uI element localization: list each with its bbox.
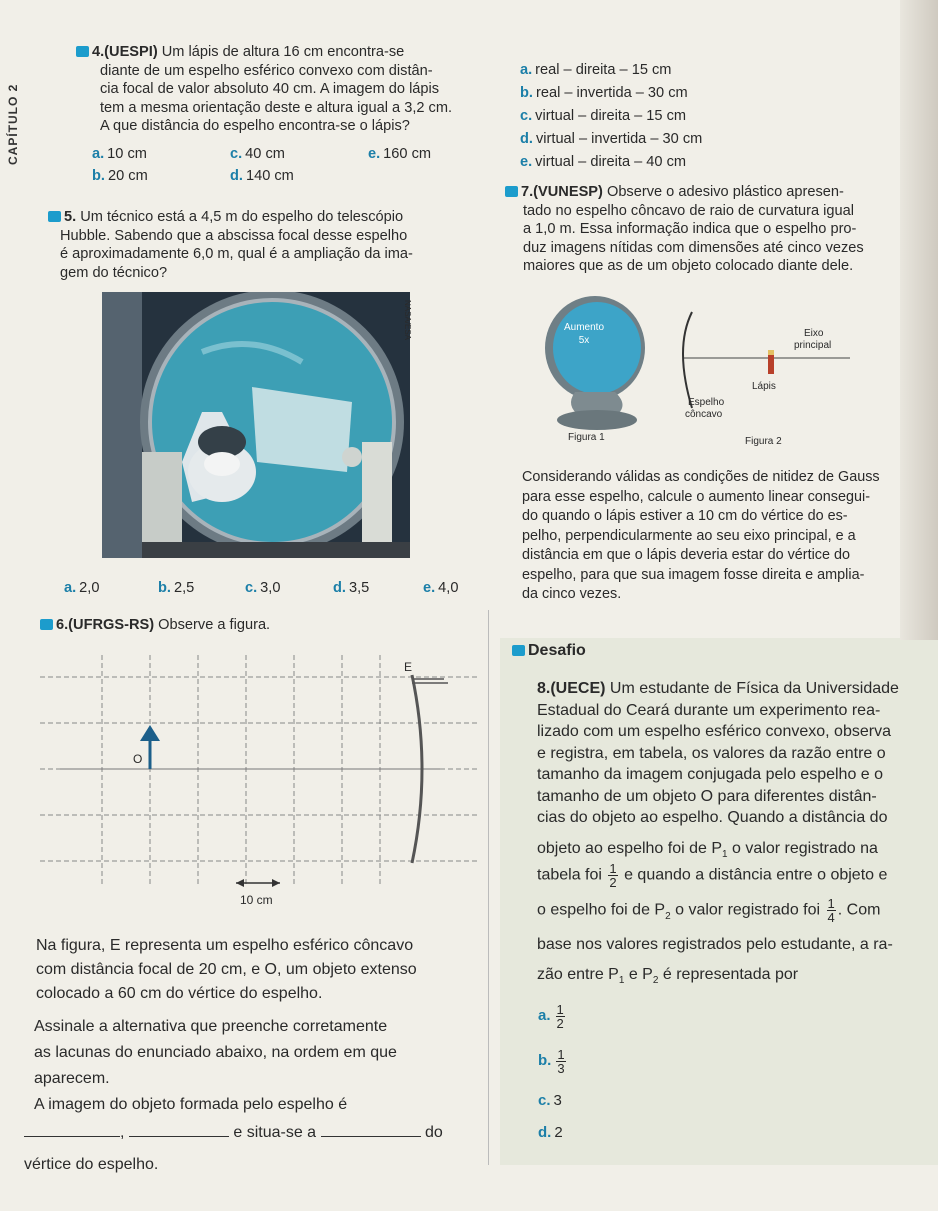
prev-option-c: c. virtual – direita – 15 cm [520,108,687,124]
q6-figure [40,645,480,915]
figure-1-caption: Figura 1 [568,432,605,443]
question-4-line-1: 4.(UESPI) Um lápis de altura 16 cm encontra-se [76,43,476,62]
q5-option-b: b. 2,5 [158,580,195,596]
page-binding-edge [900,0,938,640]
blank-3 [321,1124,421,1137]
figure-2-caption: Figura 2 [745,436,782,447]
pencil-label: Lápis [752,381,776,392]
figure-1 [535,296,665,436]
q5-option-a: a. 2,0 [64,580,100,596]
mirror-label-1: Espelho [688,397,725,408]
desafio-title: Desafio [512,642,586,660]
mirror-label-2: côncavo [685,409,723,420]
blank-2 [129,1124,229,1137]
check-square-icon [48,211,61,222]
prev-option-d: d. virtual – invertida – 30 cm [520,131,703,147]
q8-option-d: d. 2 [538,1124,563,1141]
q6-blanks: , e situa-se a do [24,1124,484,1142]
sticker-line-2: 5x [578,335,590,346]
object-label-o: O [133,752,143,766]
q6-header: 6.(UFRGS-RS) Observe a figura. [40,616,270,635]
desafio-line-11: base nos valores registrados pelo estudante, a ra- [537,936,893,953]
plus-square-icon [512,645,525,656]
q6-text3: A imagem do objeto formada pelo espelho é [34,1096,348,1113]
q7-text2: Considerando válidas as condições de nitidez de Gauss para esse espelho, calcule o aumento linear consegui- do quando o lápis estiver a 10 cm do vértice do es- pelho, perpendicularmente ao seu eixo principal, e a distância em que o lápis deveria estar do vértice do espelho, para que sua imagem fosse direita e amplia- da cinco vezes. [522,469,880,602]
desafio-line-10: o espelho foi de $P_2$ o valor registrado foi $\frac{1}{4}$ . Com [537,896,881,925]
plus-square-icon [40,619,53,630]
prev-option-b: b. real – invertida – 30 cm [520,85,688,101]
plus-square-icon [76,46,89,57]
q6-text4: vértice do espelho. [24,1156,159,1173]
question-7: 7.(VUNESP) Observe o adesivo plástico apresen- tado no espelho côncavo de raio de curvatura igual a 1,0 m. Essa informação indica que o espelho pro- duz imagens nítidas com dimensões até cinco vezes maiores que as de um objeto colocado diante dele. [505,183,905,276]
prev-option-e: e. virtual – direita – 40 cm [520,154,687,170]
axis-label-1: Eixo [804,328,824,339]
sticker-line-1: Aumento [563,322,605,333]
makeup-mirror-illustration [535,296,665,436]
q4-option-a: a. 10 cm [92,146,147,162]
q8-option-b: b. $\frac{1}{3}$ [538,1047,565,1076]
q4-option-c: c. 40 cm [230,146,285,162]
desafio-text: 8.(UECE) Um estudante de Física da Universidade Estadual do Ceará durante um experimento rea- lizado com um espelho esférico convexo, observa e registra, em tabela, os valores da razão entre o tamanho da imagem conjugada pelo espelho e o tamanho de um objeto O para diferentes distân- cias do objeto ao espelho. Quando a distância do [537,680,899,826]
column-divider [488,610,489,1165]
fraction-half: $\frac{1}{2}$ [609,861,617,890]
question-4: 4.(UESPI) Um lápis de altura 16 cm encontra-se diante de um espelho esférico convexo com distân- cia focal de valor absoluto 40 cm. A imagem do lápis tem a mesma orientação deste e altura igual a 3,2 cm. A que distância do espelho encontra-se o lápis? [76,43,476,136]
photo-credit: NASA/ESA [403,300,412,341]
q8-option-c: c. 3 [538,1092,562,1109]
prev-option-a: a. real – direita – 15 cm [520,62,672,78]
q8-option-a: a. $\frac{1}{2}$ [538,1002,564,1031]
q5-option-c: c. 3,0 [245,580,281,596]
plus-square-icon [505,186,518,197]
q5-option-e: e. 4,0 [423,580,459,596]
q4-option-e: e. 160 cm [368,146,432,162]
q5-option-d: d. 3,5 [333,580,370,596]
chapter-side-label: CAPÍTULO 2 [6,83,20,165]
blank-1 [24,1124,120,1137]
q4-option-d: d. 140 cm [230,168,294,184]
desafio-line-9: tabela foi $\frac{1}{2}$ e quando a distância entre o objeto e [537,861,888,890]
scale-label: 10 cm [240,893,273,907]
mirror-label-e: E [404,660,413,674]
q6-text2: Assinale a alternativa que preenche corretamente as lacunas do enunciado abaixo, na ordem em que aparecem. [34,1018,397,1087]
desafio-line-8: objeto ao espelho foi de $P_1$ o valor registrado na [537,840,878,861]
desafio-line-12: zão entre $P_1$ e $P_2$ é representada por [537,966,799,987]
fraction-quarter: $\frac{1}{4}$ [827,896,835,925]
question-5: 5. Um técnico está a 4,5 m do espelho do telescópio Hubble. Sabendo que a abscissa focal desse espelho é aproximadamente 6,0 m, qual é a ampliação da ima- gem do técnico? [48,208,468,282]
axis-label-2: principal [794,340,832,351]
hubble-mirror-photo [102,292,410,558]
hubble-mirror-illustration [102,292,410,558]
q6-text: Na figura, E representa um espelho esférico côncavo com distância focal de 20 cm, e O, um objeto extenso colocado a 60 cm do vértice do espelho. [36,937,417,1002]
q4-option-b: b. 20 cm [92,168,148,184]
q6-grid-diagram [40,645,480,915]
